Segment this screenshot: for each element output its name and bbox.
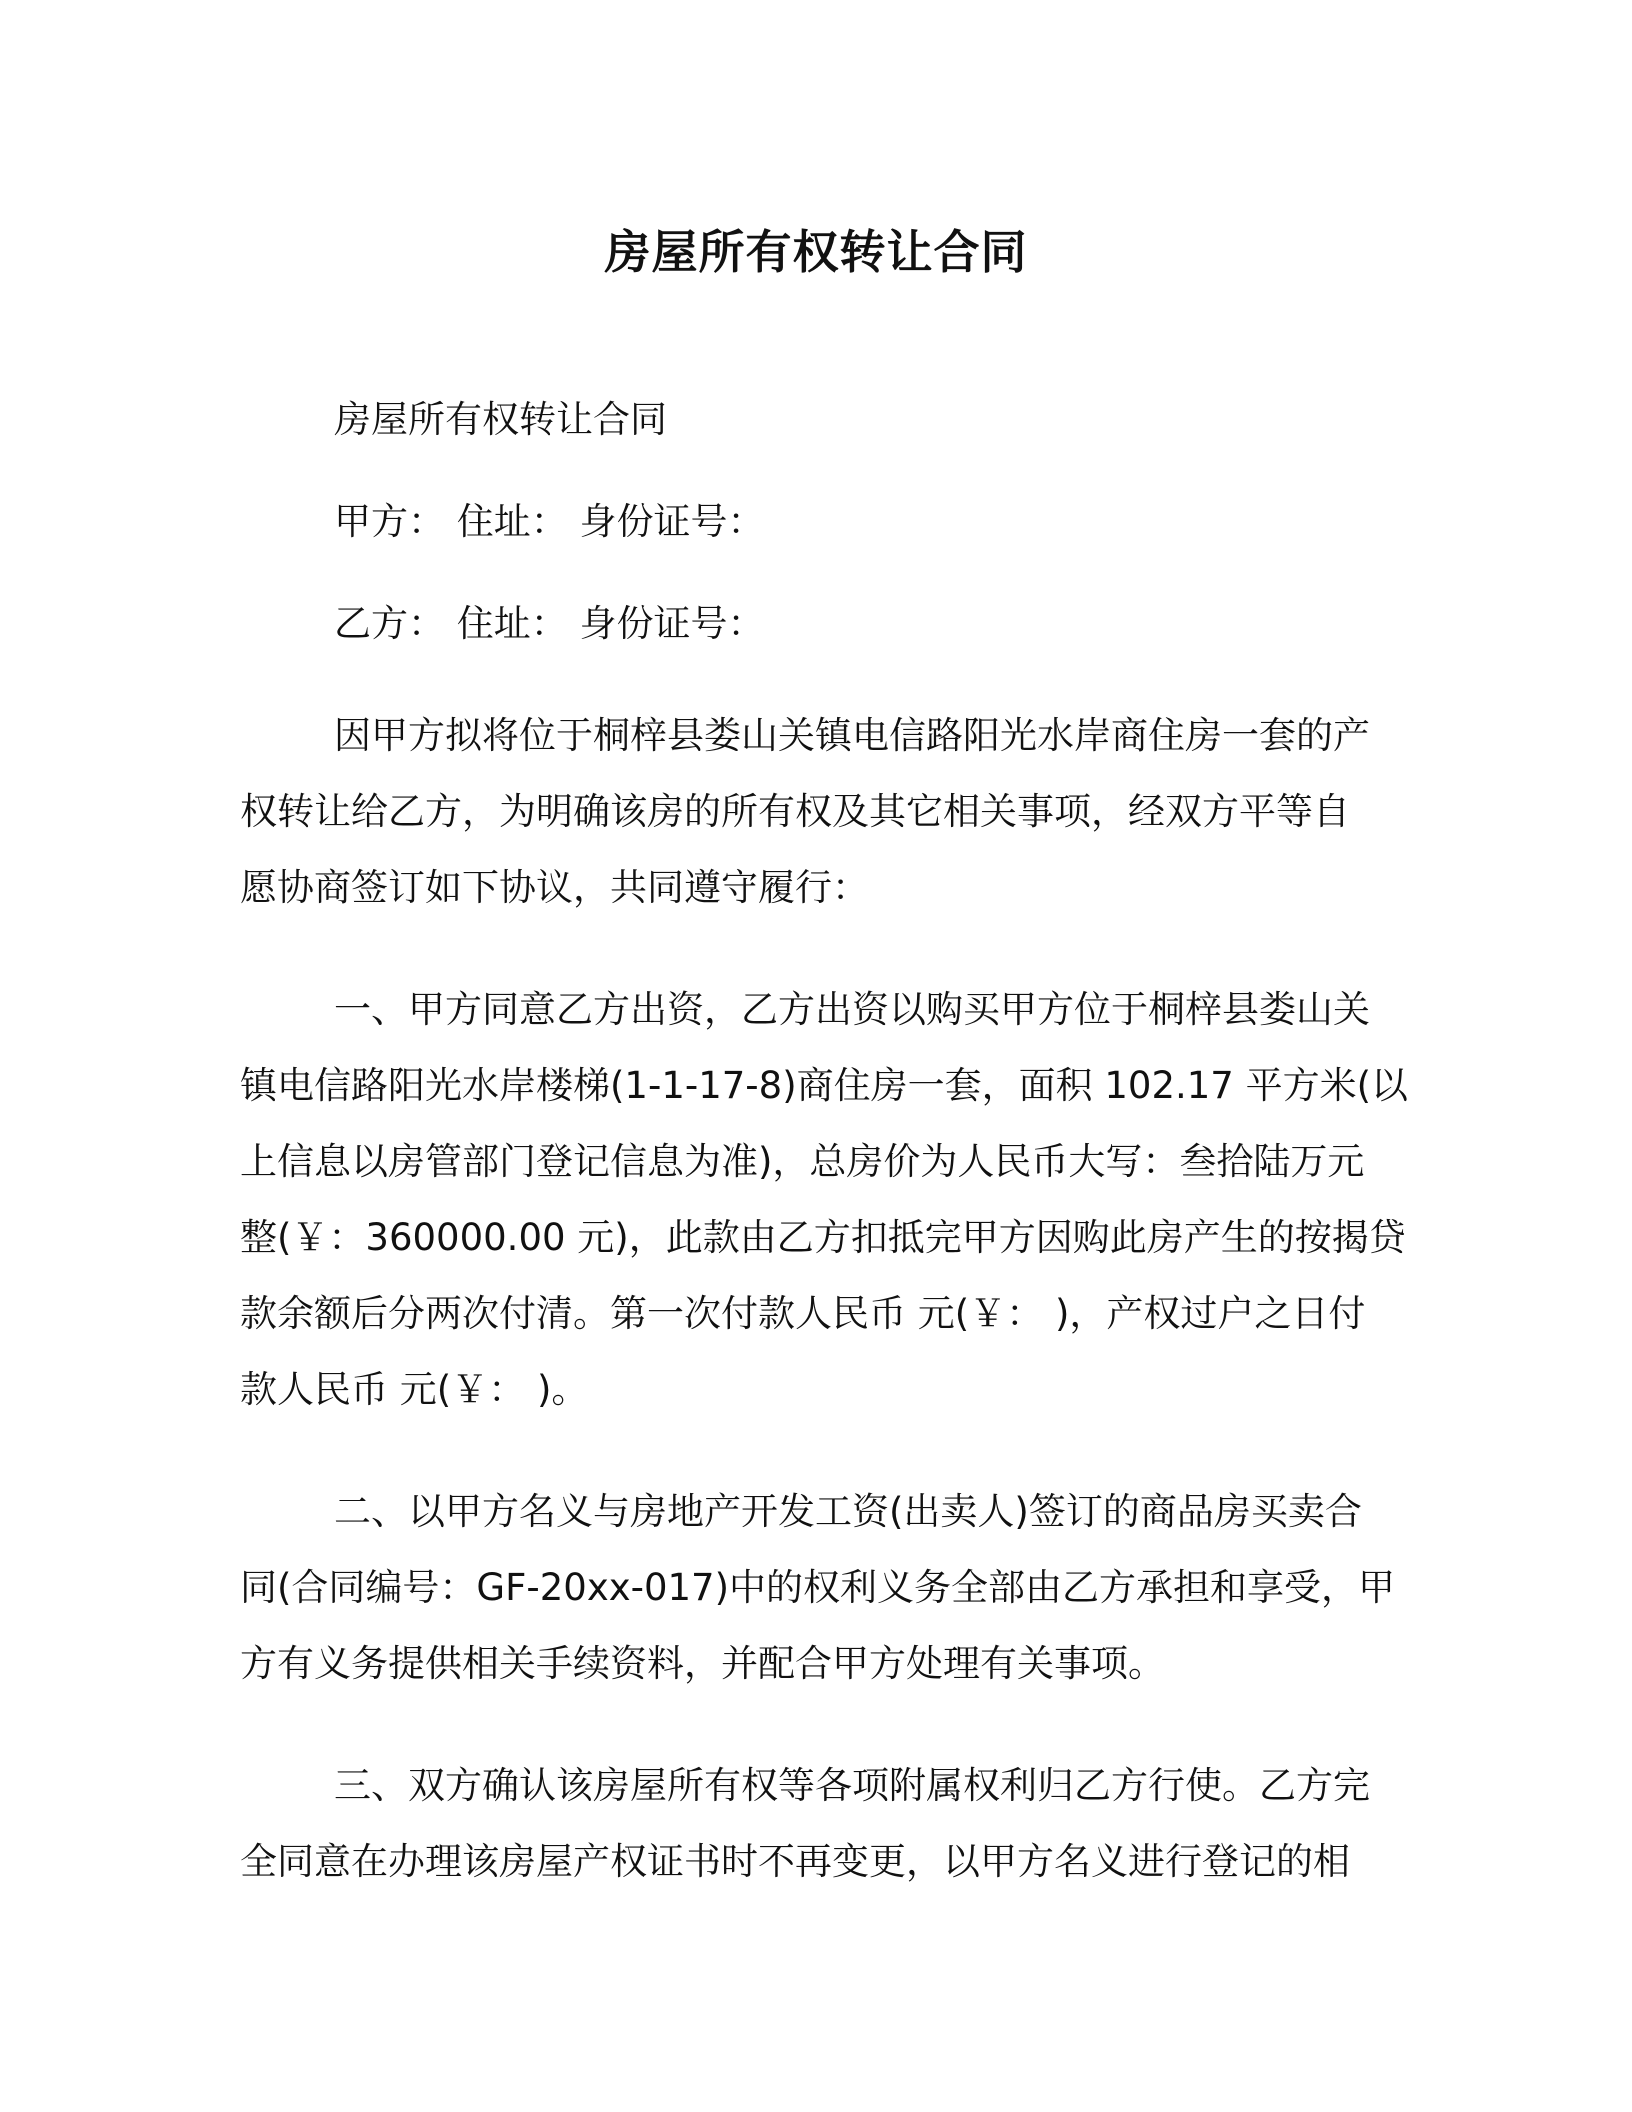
paragraph-line: 方有义务提供相关手续资料，并配合甲方处理有关事项。 — [240, 1642, 1165, 1685]
paragraph-line: 款余额后分两次付清。第一次付款人民币 元(￥： )，产权过户之日付 — [240, 1292, 1366, 1335]
paragraph-line: 同(合同编号：GF-20xx-017)中的权利义务全部由乙方承担和享受，甲 — [240, 1566, 1396, 1609]
clause-1-paragraph — [240, 972, 1409, 1428]
paragraph-line: 权转让给乙方，为明确该房的所有权及其它相关事项，经双方平等自 — [240, 790, 1350, 833]
document-body — [240, 392, 1409, 1946]
paragraph-line: 愿协商签订如下协议，共同遵守履行： — [240, 866, 869, 909]
paragraph-line: 款人民币 元(￥： )。 — [240, 1368, 589, 1411]
paragraph-line: 一、甲方同意乙方出资，乙方出资以购买甲方位于桐梓县娄山关 — [334, 988, 1370, 1031]
clause-3-paragraph — [240, 1748, 1380, 1900]
party-a-line: 甲方： 住址： 身份证号： — [334, 500, 765, 543]
paragraph-line: 全同意在办理该房屋产权证书时不再变更，以甲方名义进行登记的相 — [240, 1840, 1350, 1883]
document-title: 房屋所有权转让合同 — [604, 225, 1028, 279]
paragraph-line: 三、双方确认该房屋所有权等各项附属权利归乙方行使。乙方完 — [334, 1764, 1370, 1807]
paragraph-line: 整(￥：360000.00 元)，此款由乙方扣抵完甲方因购此房产生的按揭贷 — [240, 1216, 1406, 1259]
paragraph-line: 镇电信路阳光水岸楼梯(1-1-17-8)商住房一套，面积 102.17 平方米(以 — [240, 1064, 1409, 1107]
paragraph-line: 因甲方拟将位于桐梓县娄山关镇电信路阳光水岸商住房一套的产 — [334, 714, 1370, 757]
contract-subtitle: 房屋所有权转让合同 — [334, 398, 667, 441]
preamble-paragraph — [240, 698, 1380, 926]
clause-2-paragraph — [240, 1474, 1396, 1702]
party-b-line: 乙方： 住址： 身份证号： — [334, 602, 765, 645]
paragraph-line: 上信息以房管部门登记信息为准)，总房价为人民币大写：叁拾陆万元 — [240, 1140, 1365, 1183]
paragraph-line: 二、以甲方名义与房地产开发工资(出卖人)签订的商品房买卖合 — [334, 1490, 1362, 1533]
